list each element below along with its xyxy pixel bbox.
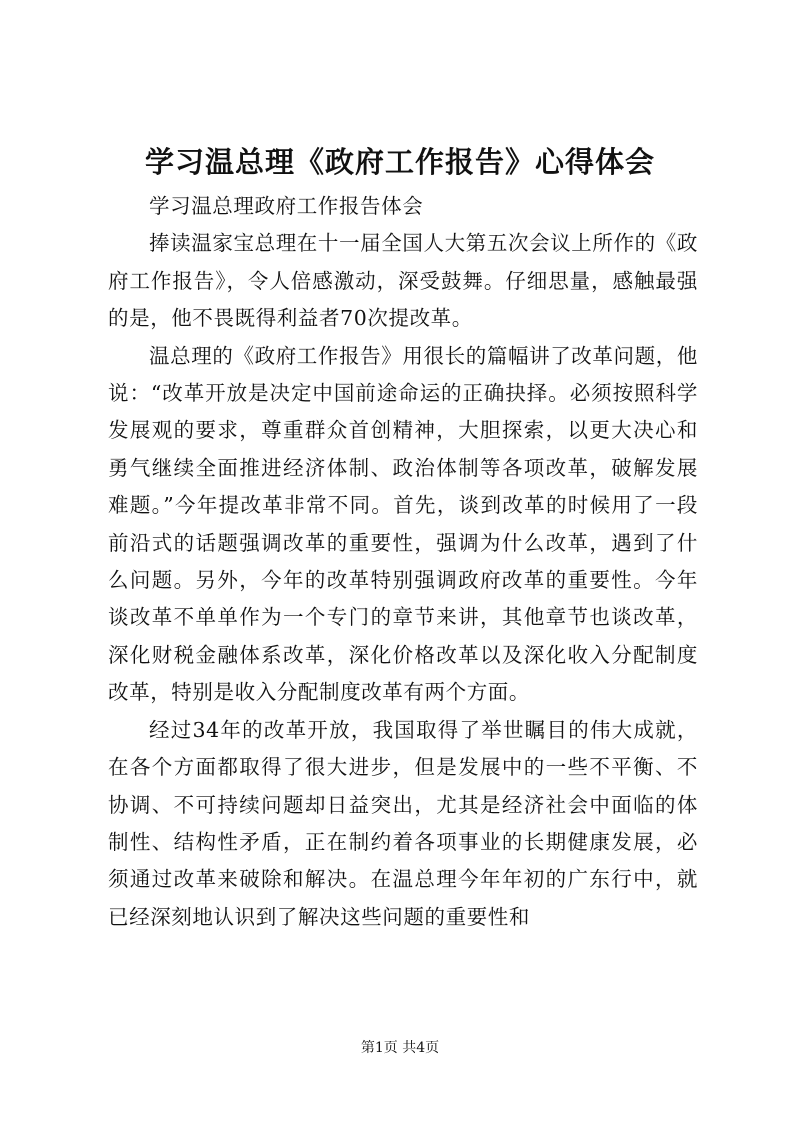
body-paragraph: 经过34年的改革开放，我国取得了举世瞩目的伟大成就，在各个方面都取得了很大进步，但是发展中的一些不平衡、不协调、不可持续问题却日益突出，尤其是经济社会中面临的体制性、结构性矛盾，正在制约着各项事业的长期健康发展，必须通过改革来破除和解决。在温总理今年年初的广东行中，就已经深刻地认识到了解决这些问题的重要性和: [108, 717, 698, 929]
body-paragraph: 温总理的《政府工作报告》用很长的篇幅讲了改革问题，他说：“改革开放是决定中国前途命运的正确抉择。必须按照科学发展观的要求，尊重群众首创精神，大胆探索，以更大决心和勇气继续全面推进经济体制、政治体制等各项改革，破解发展难题。”今年提改革非常不同。首先，谈到改革的时候用了一段前沿式的话题强调改革的重要性，强调为什么改革，遇到了什么问题。另外，今年的改革特别强调政府改革的重要性。今年谈改革不单单作为一个专门的章节来讲，其他章节也谈改革，深化财税金融体系改革，深化价格改革以及深化收入分配制度改革，特别是收入分配制度改革有两个方面。: [108, 343, 698, 705]
document-title: 学习温总理《政府工作报告》心得体会: [144, 145, 655, 179]
subtitle-paragraph: 学习温总理政府工作报告体会: [149, 194, 424, 218]
body-paragraph: 捧读温家宝总理在十一届全国人大第五次会议上所作的《政府工作报告》，令人倍感激动，深受鼓舞。仔细思量，感触最强的是，他不畏既得利益者70次提改革。: [108, 231, 698, 331]
page-number: 第1页 共4页: [360, 1040, 440, 1056]
page-footer: [0, 1038, 800, 1058]
document-body: [108, 188, 698, 936]
